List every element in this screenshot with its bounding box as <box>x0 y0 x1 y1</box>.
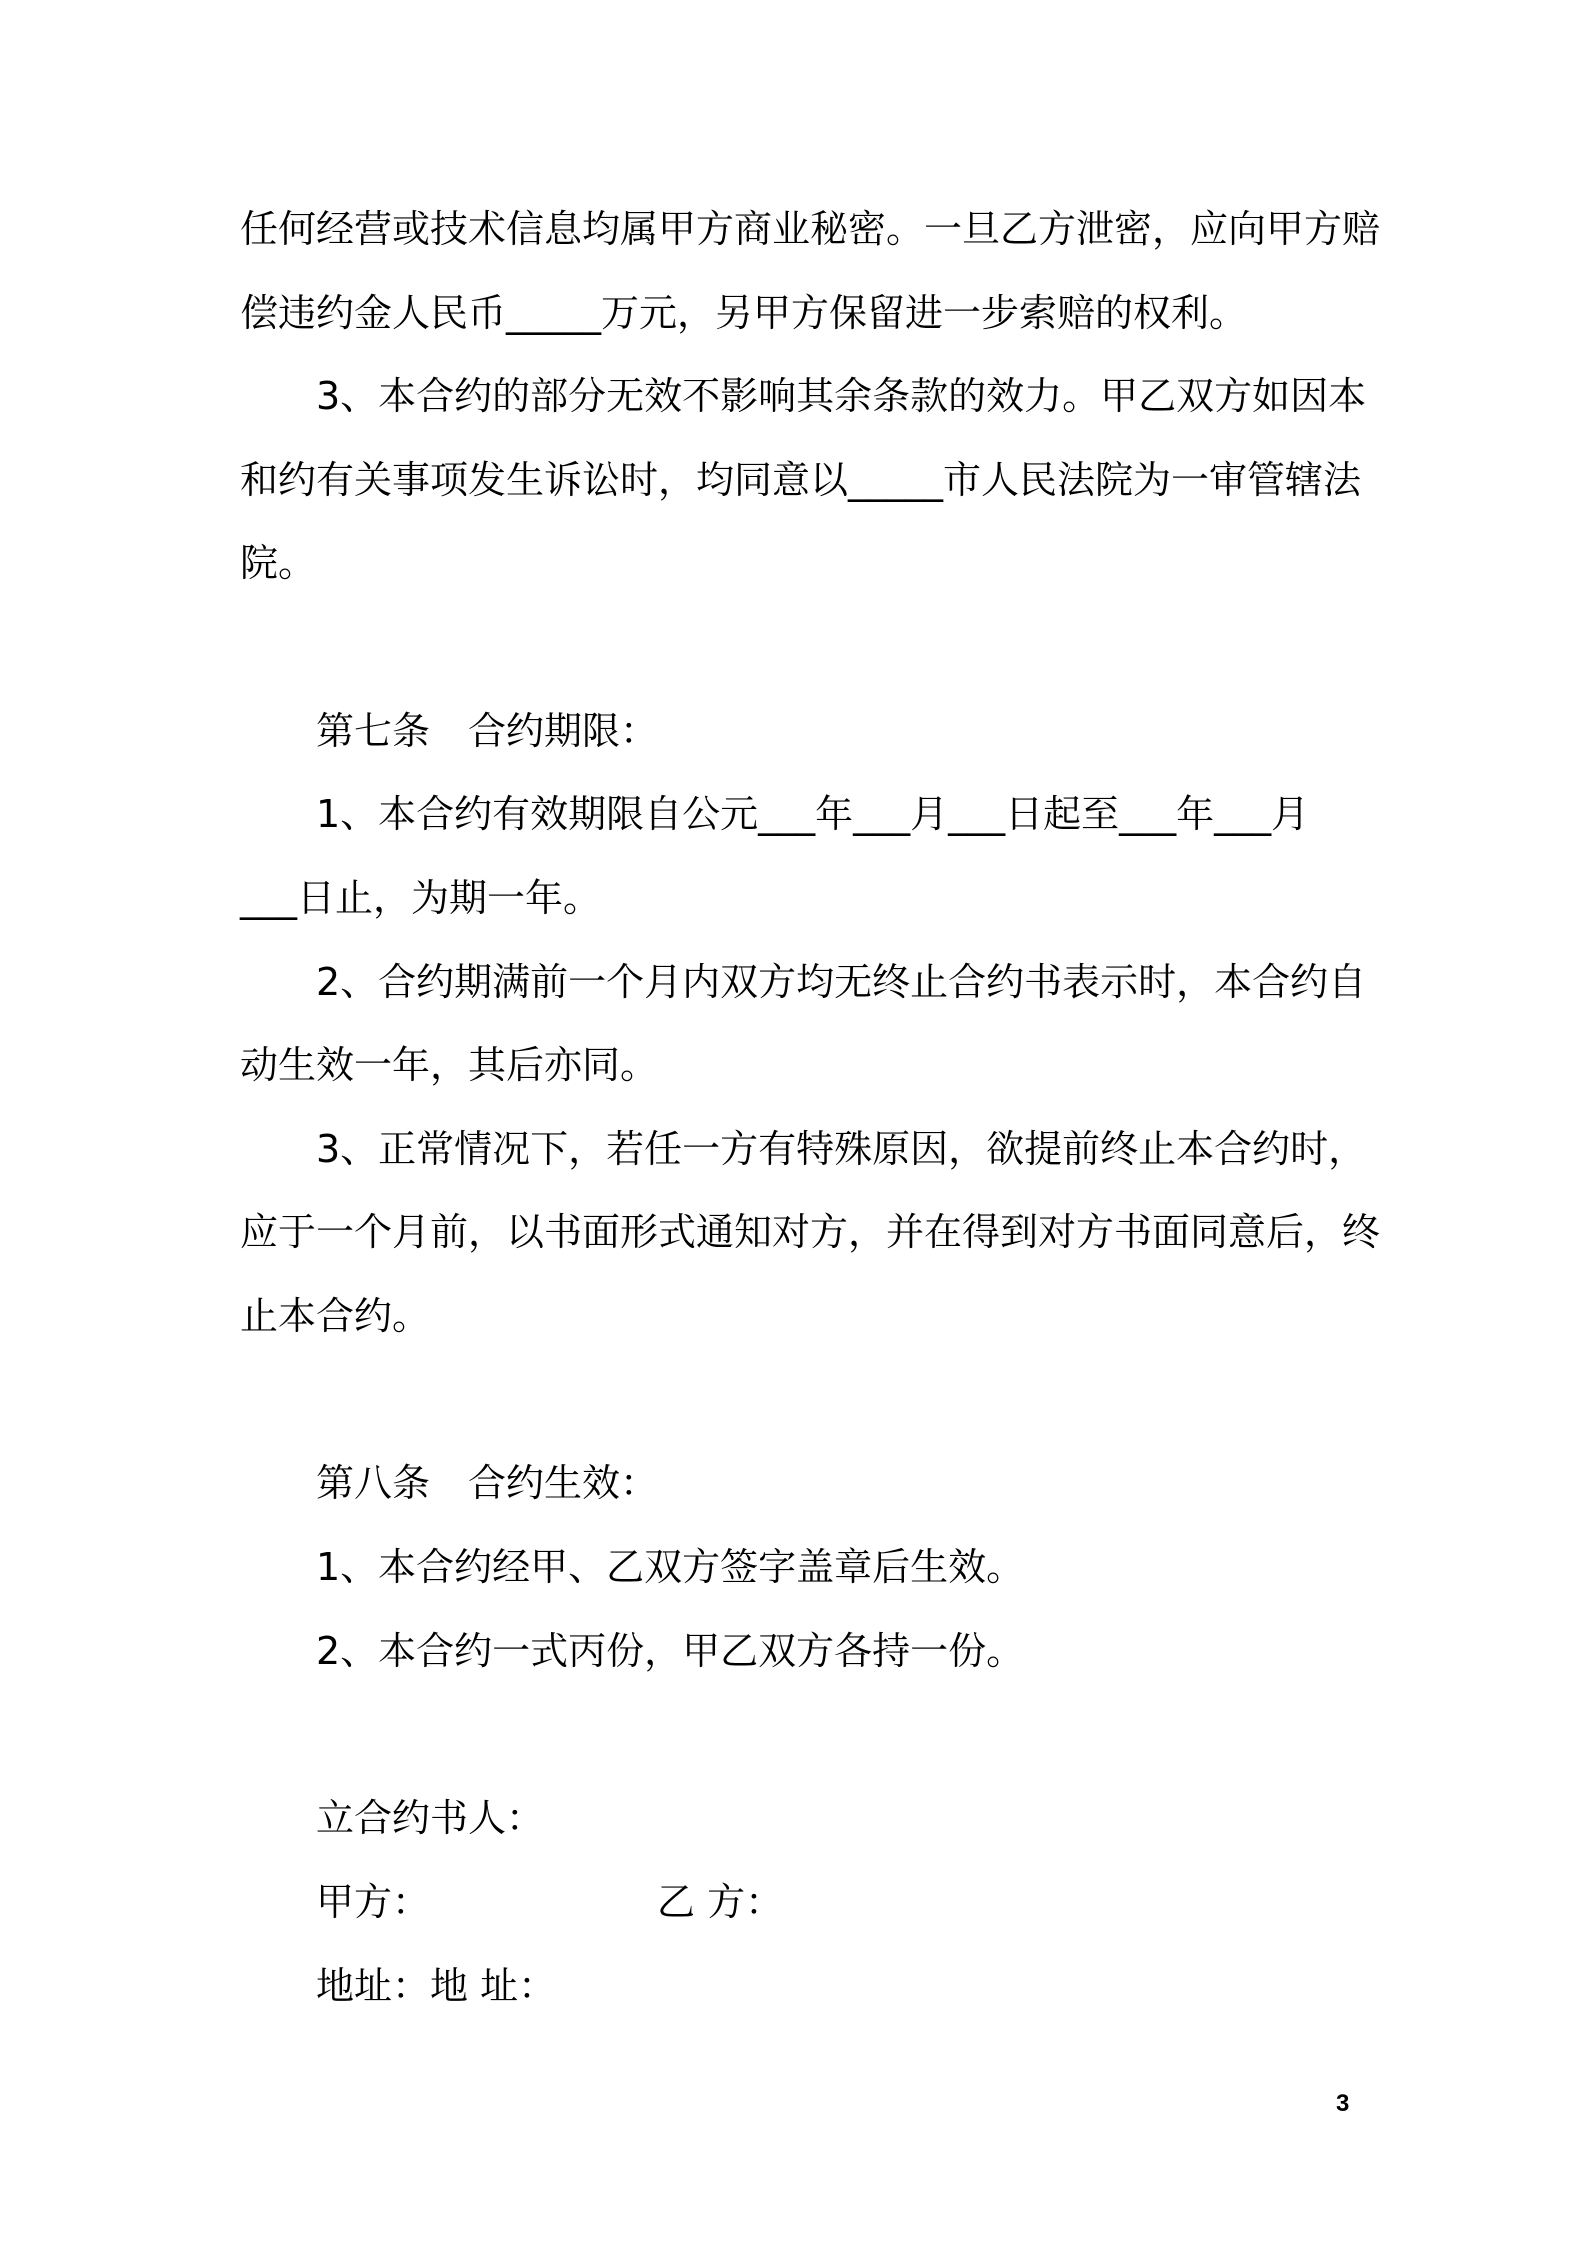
text-line: 应于一个月前，以书面形式通知对方，并在得到对方书面同意后，终 <box>240 1210 1381 1254</box>
text-line: 1、本合约经甲、乙双方签字盖章后生效。 <box>316 1545 1025 1589</box>
page-number: 3 <box>1336 2090 1350 2117</box>
text-line: 2、合约期满前一个月内双方均无终止合约书表示时，本合约自 <box>316 960 1367 1004</box>
party-b-label: 乙 方： <box>657 1880 784 1924</box>
text-line: 3、正常情况下，若任一方有特殊原因，欲提前终止本合约时， <box>316 1127 1367 1171</box>
article-heading: 第七条 合约期限： <box>316 709 659 753</box>
text-line: 止本合约。 <box>240 1294 431 1338</box>
address-labels: 地址：地 址： <box>316 1964 557 2008</box>
text-line: 1、本合约有效期限自公元___年___月___日起至___年___月 <box>316 792 1310 836</box>
text-line: 院。 <box>240 541 317 585</box>
text-line: 2、本合约一式丙份，甲乙双方各持一份。 <box>316 1629 1025 1673</box>
text-line: 偿违约金人民币_____万元，另甲方保留进一步索赔的权利。 <box>240 291 1248 335</box>
text-line: 和约有关事项发生诉讼时，均同意以_____市人民法院为一审管辖法 <box>240 458 1362 502</box>
text-line: ___日止，为期一年。 <box>240 876 602 920</box>
party-a-label: 甲方： <box>316 1880 431 1924</box>
article-heading: 第八条 合约生效： <box>316 1461 659 1505</box>
signature-heading: 立合约书人： <box>316 1796 545 1840</box>
text-line: 3、本合约的部分无效不影响其余条款的效力。甲乙双方如因本 <box>316 374 1367 418</box>
text-line: 动生效一年，其后亦同。 <box>240 1043 659 1087</box>
text-line: 任何经营或技术信息均属甲方商业秘密。一旦乙方泄密，应向甲方赔 <box>240 207 1381 251</box>
